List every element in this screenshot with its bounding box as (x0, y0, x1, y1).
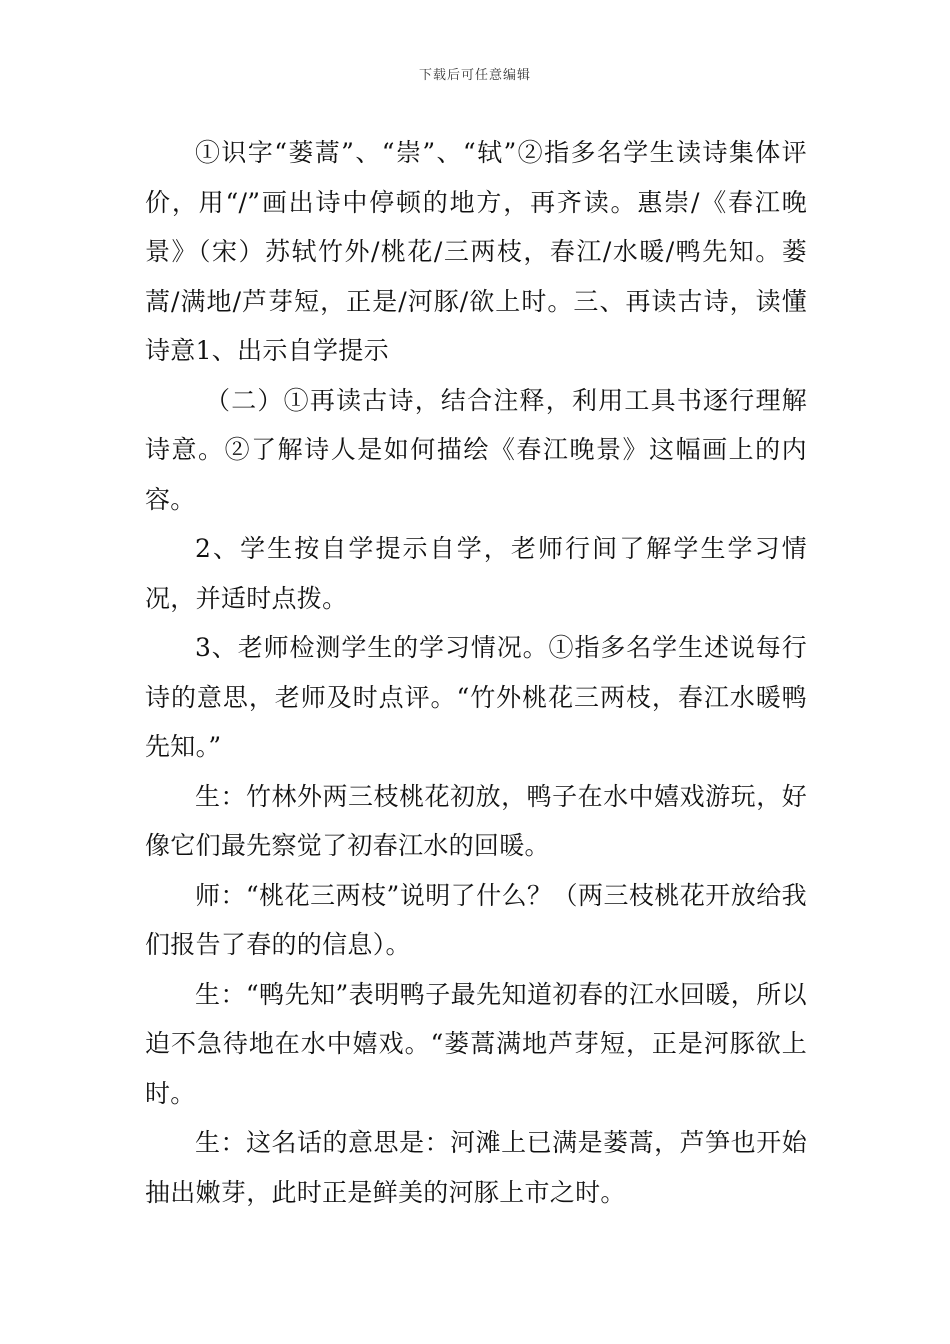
page-header-note: 下载后可任意编辑 (418, 68, 531, 83)
paragraph-8: 生：这名话的意思是：河滩上已满是蒌蒿，芦笋也开始抽出嫩芽，此时正是鲜美的河豚上市之时。 (145, 1128, 807, 1207)
paragraph-7: 生：“鸭先知”表明鸭子最先知道初春的江水回暖，所以迫不急待地在水中嬉戏。“蒌蒿满地芦芽短，正是河豚欲上时。 (145, 979, 807, 1108)
paragraph-1: ①识字“蒌蒿”、“崇”、“轼”②指多名学生读诗集体评价，用“/”画出诗中停顿的地方，再齐读。惠崇/《春江晚景》（宋）苏轼竹外/桃花/三两枝，春江/水暖/鸭先知。蒌蒿/满地/芦芽短，正是/河豚/欲上时。三、再读古诗，读懂诗意1、出示自学提示 (145, 138, 807, 365)
paragraph-3: 2、学生按自学提示自学，老师行间了解学生学习情况，并适时点拨。 (145, 534, 807, 613)
paragraph-4: 3、老师检测学生的学习情况。①指多名学生述说每行诗的意思，老师及时点评。“竹外桃花三两枝，春江水暖鸭先知。” (145, 633, 807, 761)
paragraph-5: 生：竹林外两三枝桃花初放，鸭子在水中嬉戏游玩，好像它们最先察觉了初春江水的回暖。 (145, 781, 807, 860)
paragraph-6: 师：“桃花三两枝”说明了什么？（两三枝桃花开放给我们报告了春的的信息）。 (145, 880, 807, 959)
document-body (145, 128, 807, 1217)
paragraph-2: （二）①再读古诗，结合注释，利用工具书逐行理解诗意。②了解诗人是如何描绘《春江晚景》这幅画上的内容。 (145, 385, 807, 514)
